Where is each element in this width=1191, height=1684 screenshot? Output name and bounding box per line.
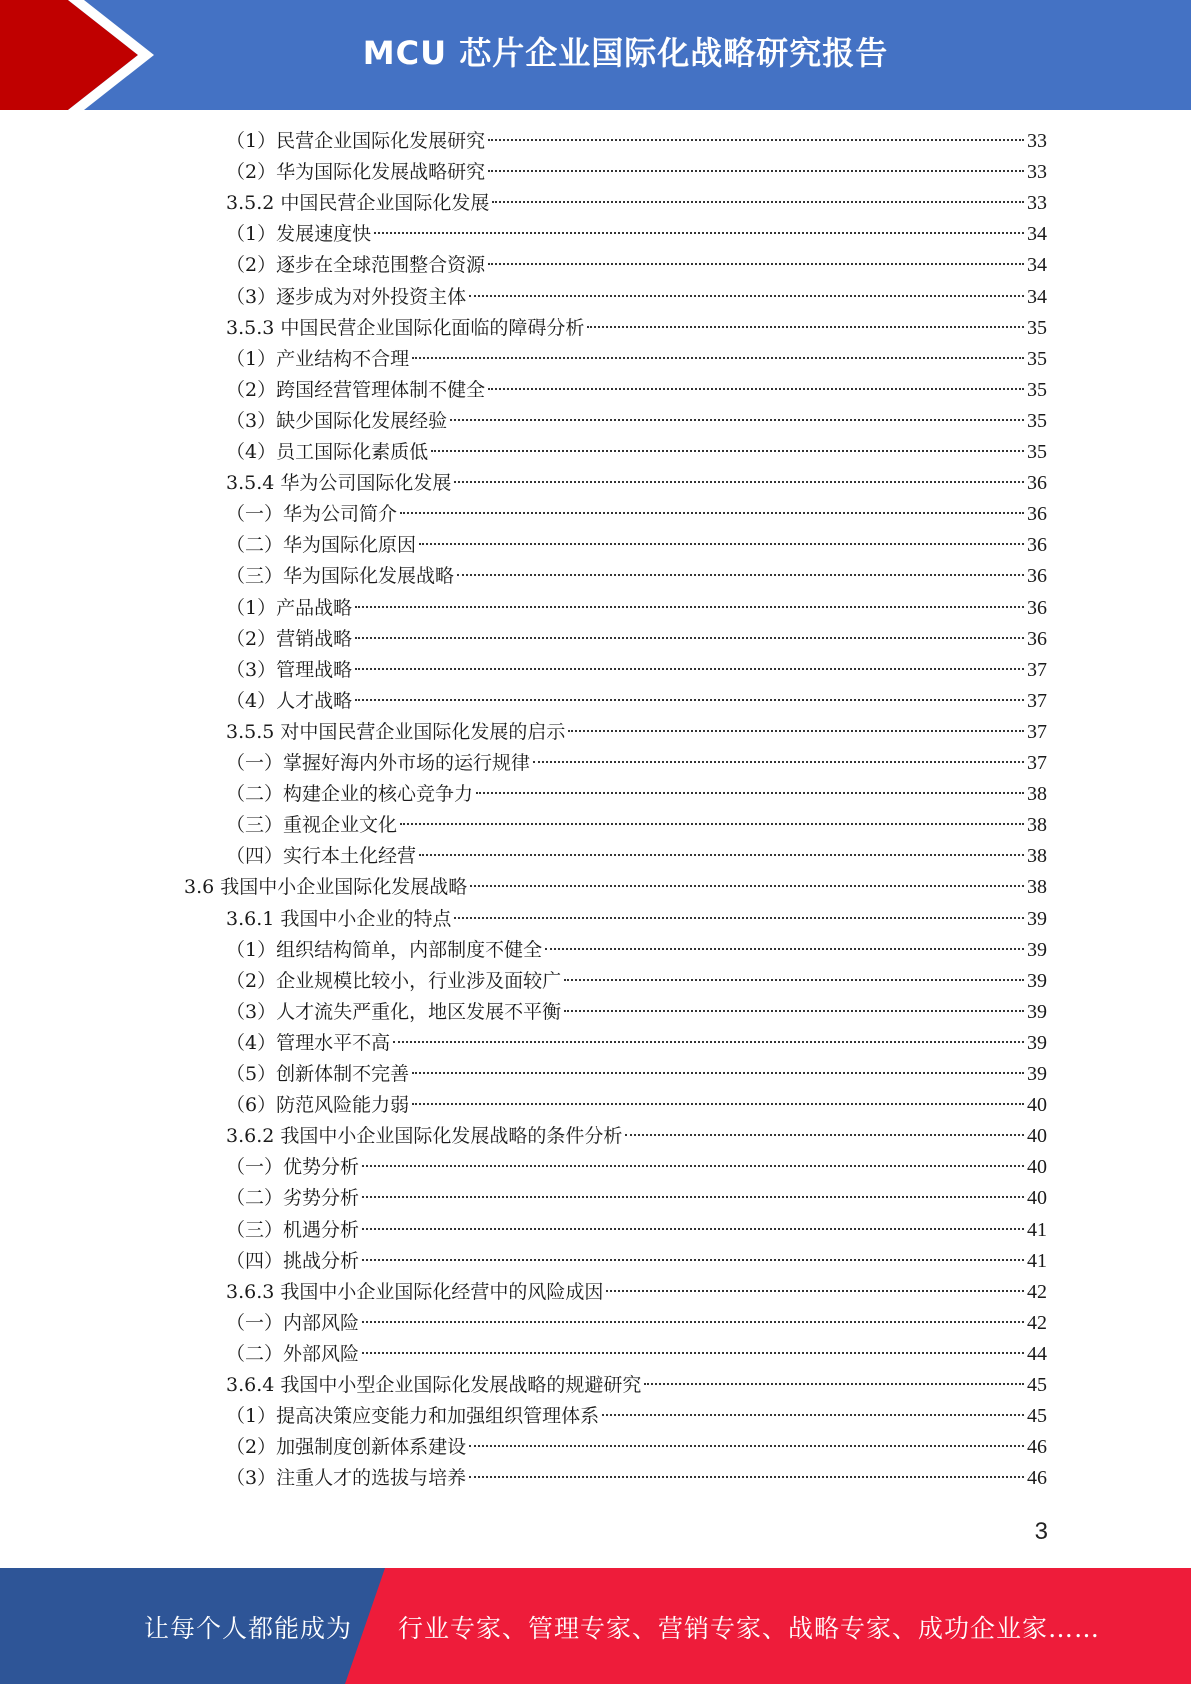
toc-entry[interactable] (226, 561, 1047, 592)
toc-entry[interactable] (226, 966, 1047, 997)
toc-entry-page: 39 (1027, 1031, 1047, 1054)
page-number: 3 (1034, 1518, 1048, 1545)
toc-entry-title: （2）逐步在全球范围整合资源 (226, 254, 486, 277)
toc-dot-leader (355, 699, 1024, 701)
toc-dot-leader (431, 450, 1024, 452)
toc-entry-page: 33 (1027, 192, 1047, 215)
toc-entry-page: 35 (1027, 316, 1047, 339)
toc-entry-page: 39 (1027, 1063, 1047, 1085)
toc-entry-title: （3）缺少国际化发展经验 (226, 409, 448, 432)
toc-entry[interactable] (226, 188, 1047, 219)
toc-entry[interactable] (226, 904, 1047, 935)
toc-entry-title: （2）营销战略 (226, 627, 353, 650)
toc-entry-page: 37 (1027, 658, 1047, 681)
toc-entry-title: （一）内部风险 (226, 1311, 360, 1334)
toc-entry-page: 36 (1027, 627, 1047, 650)
toc-entry[interactable] (226, 375, 1047, 406)
toc-dot-leader (488, 263, 1024, 265)
toc-entry-page: 34 (1027, 285, 1047, 308)
toc-dot-leader (454, 481, 1024, 483)
toc-entry[interactable] (226, 624, 1047, 655)
toc-entry-title: （2）华为国际化发展战略研究 (226, 161, 486, 184)
toc-dot-leader (412, 1072, 1024, 1074)
toc-entry-title: （1）产业结构不合理 (226, 347, 410, 370)
toc-entry-page: 37 (1027, 689, 1047, 712)
toc-entry-title: （一）优势分析 (226, 1156, 360, 1179)
toc-entry[interactable] (226, 1152, 1047, 1183)
toc-entry-title: （2）跨国经营管理体制不健全 (226, 378, 486, 401)
toc-dot-leader (606, 1290, 1024, 1292)
toc-entry-title: （1）发展速度快 (226, 223, 372, 246)
toc-entry-title: 3.6.1 我国中小企业的特点 (226, 907, 452, 930)
toc-entry[interactable] (226, 686, 1047, 717)
footer-banner (0, 1568, 1191, 1684)
toc-entry-title: （4）员工国际化素质低 (226, 441, 429, 463)
toc-entry-page: 34 (1027, 254, 1047, 277)
toc-dot-leader (469, 1476, 1024, 1478)
toc-entry[interactable] (226, 1401, 1047, 1432)
toc-dot-leader (400, 823, 1024, 825)
toc-entry-page: 42 (1027, 1311, 1047, 1334)
toc-entry-title: （1）民营企业国际化发展研究 (226, 130, 486, 152)
toc-entry[interactable] (226, 779, 1047, 810)
toc-entry-page: 46 (1027, 1436, 1047, 1459)
toc-entry-page: 36 (1027, 565, 1047, 588)
toc-entry-title: （二）构建企业的核心竞争力 (226, 783, 474, 806)
toc-entry-page: 37 (1027, 752, 1047, 774)
toc-entry-page: 40 (1027, 1187, 1047, 1210)
toc-entry[interactable] (226, 655, 1047, 686)
toc-entry-title: （二）华为国际化原因 (226, 534, 417, 557)
toc-dot-leader (412, 1103, 1024, 1105)
toc-entry-page: 44 (1027, 1342, 1047, 1365)
toc-entry-title: （2）企业规模比较小，行业涉及面较广 (226, 969, 562, 992)
toc-entry-page: 33 (1027, 161, 1047, 184)
toc-entry[interactable] (226, 1277, 1047, 1308)
toc-entry-page: 45 (1027, 1405, 1047, 1428)
toc-entry-page: 36 (1027, 596, 1047, 619)
toc-entry-page: 45 (1027, 1374, 1047, 1396)
toc-entry-page: 39 (1027, 938, 1047, 961)
toc-dot-leader (469, 1445, 1024, 1447)
toc-entry-title: （二）外部风险 (226, 1342, 360, 1365)
toc-entry[interactable] (226, 1432, 1047, 1463)
toc-entry-title: （2）加强制度创新体系建设 (226, 1436, 467, 1459)
toc-entry-title: （6）防范风险能力弱 (226, 1094, 410, 1117)
toc-entry-title: （四）实行本土化经营 (226, 845, 417, 868)
toc-entry-title: （二）劣势分析 (226, 1187, 360, 1210)
toc-dot-leader (362, 1165, 1024, 1167)
toc-dot-leader (419, 543, 1024, 545)
toc-entry-title: 3.6.4 我国中小型企业国际化发展战略的规避研究 (226, 1374, 642, 1396)
toc-entry-title: 3.6 我国中小企业国际化发展战略 (184, 876, 468, 899)
toc-entry-page: 39 (1027, 1000, 1047, 1023)
toc-dot-leader (488, 388, 1024, 390)
toc-entry-page: 42 (1027, 1280, 1047, 1303)
toc-entry-title: （三）机遇分析 (226, 1218, 360, 1241)
toc-entry[interactable] (226, 406, 1047, 437)
toc-entry-page: 36 (1027, 534, 1047, 557)
toc-entry[interactable] (184, 872, 1047, 903)
toc-entry-title: （1）产品战略 (226, 596, 353, 619)
toc-entry[interactable] (226, 219, 1047, 250)
toc-entry-title: 3.5.2 中国民营企业国际化发展 (226, 192, 490, 215)
toc-entry[interactable] (226, 1028, 1047, 1059)
report-title: MCU 芯片企业国际化战略研究报告 (362, 34, 889, 72)
toc-entry[interactable] (226, 841, 1047, 872)
toc-entry-title: （3）人才流失严重化，地区发展不平衡 (226, 1000, 562, 1023)
toc-entry-page: 37 (1027, 720, 1047, 743)
toc-entry[interactable] (226, 344, 1047, 375)
toc-entry[interactable] (226, 1308, 1047, 1339)
toc-entry[interactable] (226, 1090, 1047, 1121)
toc-entry[interactable] (226, 157, 1047, 188)
toc-entry-title: （一）掌握好海内外市场的运行规律 (226, 752, 531, 774)
toc-entry[interactable] (226, 935, 1047, 966)
toc-entry[interactable] (226, 810, 1047, 841)
toc-dot-leader (450, 419, 1024, 421)
toc-entry-page: 35 (1027, 441, 1047, 463)
toc-entry-page: 39 (1027, 969, 1047, 992)
toc-entry-page: 40 (1027, 1094, 1047, 1117)
toc-dot-leader (362, 1259, 1024, 1261)
toc-entry[interactable] (226, 499, 1047, 530)
toc-entry-title: （1）提高决策应变能力和加强组织管理体系 (226, 1405, 600, 1428)
toc-dot-leader (412, 357, 1024, 359)
toc-entry[interactable] (226, 1121, 1047, 1152)
toc-entry-title: （三）重视企业文化 (226, 814, 398, 837)
toc-dot-leader (533, 761, 1024, 763)
toc-entry[interactable] (226, 437, 1047, 468)
toc-entry-page: 35 (1027, 409, 1047, 432)
toc-entry[interactable] (226, 748, 1047, 779)
toc-dot-leader (457, 574, 1024, 576)
toc-dot-leader (564, 1010, 1024, 1012)
toc-entry-title: （3）注重人才的选拔与培养 (226, 1467, 467, 1490)
toc-entry-page: 38 (1027, 814, 1047, 837)
toc-entry-title: （4）管理水平不高 (226, 1031, 391, 1054)
toc-entry-page: 38 (1027, 845, 1047, 868)
toc-entry-page: 40 (1027, 1125, 1047, 1148)
toc-entry-title: 3.6.3 我国中小企业国际化经营中的风险成因 (226, 1280, 604, 1303)
toc-dot-leader (469, 295, 1024, 297)
header-banner (0, 0, 1191, 110)
toc-entry-page: 36 (1027, 503, 1047, 526)
toc-entry-page: 40 (1027, 1156, 1047, 1179)
toc-dot-leader (602, 1414, 1024, 1416)
footer-slogan-left: 让每个人都能成为 (144, 1614, 353, 1643)
toc-dot-leader (625, 1134, 1024, 1136)
toc-dot-leader (362, 1196, 1024, 1198)
toc-entry[interactable] (226, 717, 1047, 748)
toc-entry-page: 41 (1027, 1218, 1047, 1241)
toc-dot-leader (355, 668, 1024, 670)
toc-entry-page: 46 (1027, 1467, 1047, 1490)
toc-entry[interactable] (226, 1370, 1047, 1401)
toc-entry-title: （三）华为国际化发展战略 (226, 565, 455, 588)
toc-entry-page: 41 (1027, 1249, 1047, 1272)
toc-dot-leader (564, 979, 1024, 981)
toc-entry-page: 35 (1027, 347, 1047, 370)
toc-dot-leader (362, 1352, 1024, 1354)
toc-entry[interactable] (226, 1463, 1047, 1494)
toc-entry[interactable] (226, 1059, 1047, 1090)
toc-entry[interactable] (226, 250, 1047, 281)
toc-dot-leader (568, 730, 1024, 732)
toc-entry[interactable] (226, 593, 1047, 624)
toc-entry-title: （4）人才战略 (226, 689, 353, 712)
toc-entry-title: （1）组织结构简单，内部制度不健全 (226, 938, 543, 961)
toc-entry-page: 34 (1027, 223, 1047, 246)
toc-dot-leader (545, 948, 1024, 950)
toc-entry-page: 38 (1027, 783, 1047, 806)
toc-entry[interactable] (226, 313, 1047, 344)
toc-entry[interactable] (226, 1339, 1047, 1370)
toc-dot-leader (374, 232, 1024, 234)
toc-entry-page: 35 (1027, 378, 1047, 401)
toc-dot-leader (492, 201, 1024, 203)
toc-entry-title: 3.5.5 对中国民营企业国际化发展的启示 (226, 720, 566, 743)
toc-dot-leader (488, 170, 1024, 172)
toc-entry[interactable] (226, 1215, 1047, 1246)
toc-dot-leader (644, 1383, 1024, 1385)
toc-entry[interactable] (226, 1183, 1047, 1214)
toc-entry-title: 3.5.3 中国民营企业国际化面临的障碍分析 (226, 316, 585, 339)
toc-entry[interactable] (226, 126, 1047, 157)
toc-entry-page: 38 (1027, 876, 1047, 899)
toc-entry[interactable] (226, 1246, 1047, 1277)
toc-entry-title: 3.5.4 华为公司国际化发展 (226, 472, 452, 495)
toc-entry[interactable] (226, 468, 1047, 499)
toc-entry-title: （5）创新体制不完善 (226, 1063, 410, 1085)
toc-dot-leader (470, 885, 1024, 887)
footer-slogan-right: 行业专家、管理专家、营销专家、战略专家、成功企业家…… (398, 1614, 1101, 1643)
toc-dot-leader (476, 792, 1024, 794)
toc-entry-page: 33 (1027, 130, 1047, 152)
toc-dot-leader (454, 917, 1024, 919)
toc-entry-page: 36 (1027, 472, 1047, 495)
toc-dot-leader (400, 512, 1024, 514)
toc-entry-title: （四）挑战分析 (226, 1249, 360, 1272)
toc-entry[interactable] (226, 997, 1047, 1028)
toc-entry-title: 3.6.2 我国中小企业国际化发展战略的条件分析 (226, 1125, 623, 1148)
toc-dot-leader (393, 1041, 1024, 1043)
toc-dot-leader (587, 326, 1024, 328)
toc-dot-leader (355, 637, 1024, 639)
toc-dot-leader (355, 606, 1024, 608)
toc-entry[interactable] (226, 530, 1047, 561)
toc-dot-leader (362, 1228, 1024, 1230)
toc-dot-leader (488, 139, 1024, 141)
toc-entry-title: （3）逐步成为对外投资主体 (226, 285, 467, 308)
toc-entry[interactable] (226, 282, 1047, 313)
toc-entry-title: （3）管理战略 (226, 658, 353, 681)
toc-dot-leader (362, 1321, 1024, 1323)
toc-entry-page: 39 (1027, 907, 1047, 930)
toc-dot-leader (419, 854, 1024, 856)
toc-entry-title: （一）华为公司简介 (226, 503, 398, 526)
